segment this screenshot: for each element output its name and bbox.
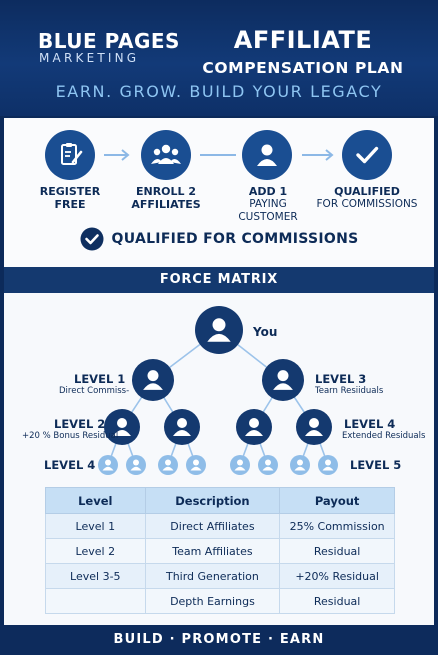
node-level-2-b bbox=[164, 409, 200, 445]
level-2-title: LEVEL 2 bbox=[54, 417, 106, 431]
step-2-line1: ENROLL 2 bbox=[135, 185, 197, 198]
level-4-right-title: LEVEL 4 bbox=[344, 417, 396, 431]
brand-subtitle: MARKETING bbox=[39, 51, 140, 65]
page-subtitle: COMPENSATION PLAN bbox=[202, 59, 404, 77]
cell-level: Level 1 bbox=[46, 514, 146, 539]
step-2-line2: AFFILIATES bbox=[131, 198, 201, 211]
cell-payout: +20% Residual bbox=[280, 564, 395, 589]
payout-table bbox=[45, 487, 395, 614]
step-enroll bbox=[141, 130, 191, 180]
cell-description: Direct Affiliates bbox=[145, 514, 280, 539]
level-4-left-title: LEVEL 4 bbox=[44, 458, 96, 472]
qualified-text: QUALIFIED FOR COMMISSIONS bbox=[111, 231, 359, 247]
cell-description: Depth Earnings bbox=[145, 589, 280, 614]
col-description: Description bbox=[145, 488, 280, 514]
cell-payout: Residual bbox=[280, 589, 395, 614]
check-circle-icon bbox=[80, 227, 104, 251]
step-register-label bbox=[24, 185, 116, 211]
step-enroll-label bbox=[118, 185, 214, 211]
brand-name: BLUE PAGES bbox=[38, 29, 180, 53]
level-3-title: LEVEL 3 bbox=[315, 372, 367, 386]
tagline: EARN. GROW. BUILD YOUR LEGACY bbox=[55, 82, 383, 101]
cell-level: Level 2 bbox=[46, 539, 146, 564]
cell-description: Third Generation bbox=[145, 564, 280, 589]
step-1-line2: FREE bbox=[54, 198, 86, 211]
node-level-4-a bbox=[236, 409, 272, 445]
step-4-line2: FOR COMMISSIONS bbox=[316, 198, 418, 210]
footer-banner: BUILD · PROMOTE · EARN bbox=[0, 625, 438, 655]
node-you bbox=[195, 306, 243, 354]
step-1-line1: REGISTER bbox=[39, 185, 101, 198]
step-4-line1: QUALIFIED bbox=[334, 185, 400, 198]
qualified-banner bbox=[0, 227, 438, 251]
node-level-1 bbox=[132, 359, 174, 401]
node-level-4-b bbox=[296, 409, 332, 445]
cell-level: Level 3-5 bbox=[46, 564, 146, 589]
node-level-3 bbox=[262, 359, 304, 401]
leaf-nodes bbox=[98, 455, 338, 475]
node-you-label: You bbox=[253, 325, 278, 339]
col-payout: Payout bbox=[280, 488, 395, 514]
clipboard-icon bbox=[55, 140, 85, 170]
user-icon bbox=[252, 140, 282, 170]
step-register bbox=[45, 130, 95, 180]
step-3-line2: PAYING CUSTOMER bbox=[238, 198, 298, 223]
group-icon bbox=[149, 140, 183, 170]
level-1-desc: Direct Commiss- bbox=[59, 386, 130, 396]
table-row bbox=[46, 514, 395, 539]
cell-description: Team Affiliates bbox=[145, 539, 280, 564]
page-title: AFFILIATE bbox=[233, 26, 373, 54]
step-qualified bbox=[342, 130, 392, 180]
force-matrix-heading: FORCE MATRIX bbox=[4, 267, 434, 293]
cell-payout: 25% Commission bbox=[280, 514, 395, 539]
step-3-line1: ADD 1 bbox=[248, 185, 288, 198]
level-5-title: LEVEL 5 bbox=[350, 458, 402, 472]
col-level: Level bbox=[46, 488, 146, 514]
cell-payout: Residual bbox=[280, 539, 395, 564]
level-1-title: LEVEL 1 bbox=[74, 372, 126, 386]
level-3-desc: Tearn Resiiduals bbox=[315, 386, 384, 396]
level-2-desc: +20 % Bonus Residual bbox=[22, 431, 119, 441]
table-row bbox=[46, 564, 395, 589]
table-row bbox=[46, 589, 395, 614]
step-add-customer-label bbox=[218, 185, 318, 224]
level-4-right-desc: Extended Residuals bbox=[342, 431, 426, 441]
step-add-customer bbox=[242, 130, 292, 180]
cell-level bbox=[46, 589, 146, 614]
table-row bbox=[46, 539, 395, 564]
step-qualified-label bbox=[316, 185, 418, 211]
checkmark-icon bbox=[352, 140, 382, 170]
header-banner bbox=[0, 0, 438, 116]
table-header-row bbox=[46, 488, 395, 514]
